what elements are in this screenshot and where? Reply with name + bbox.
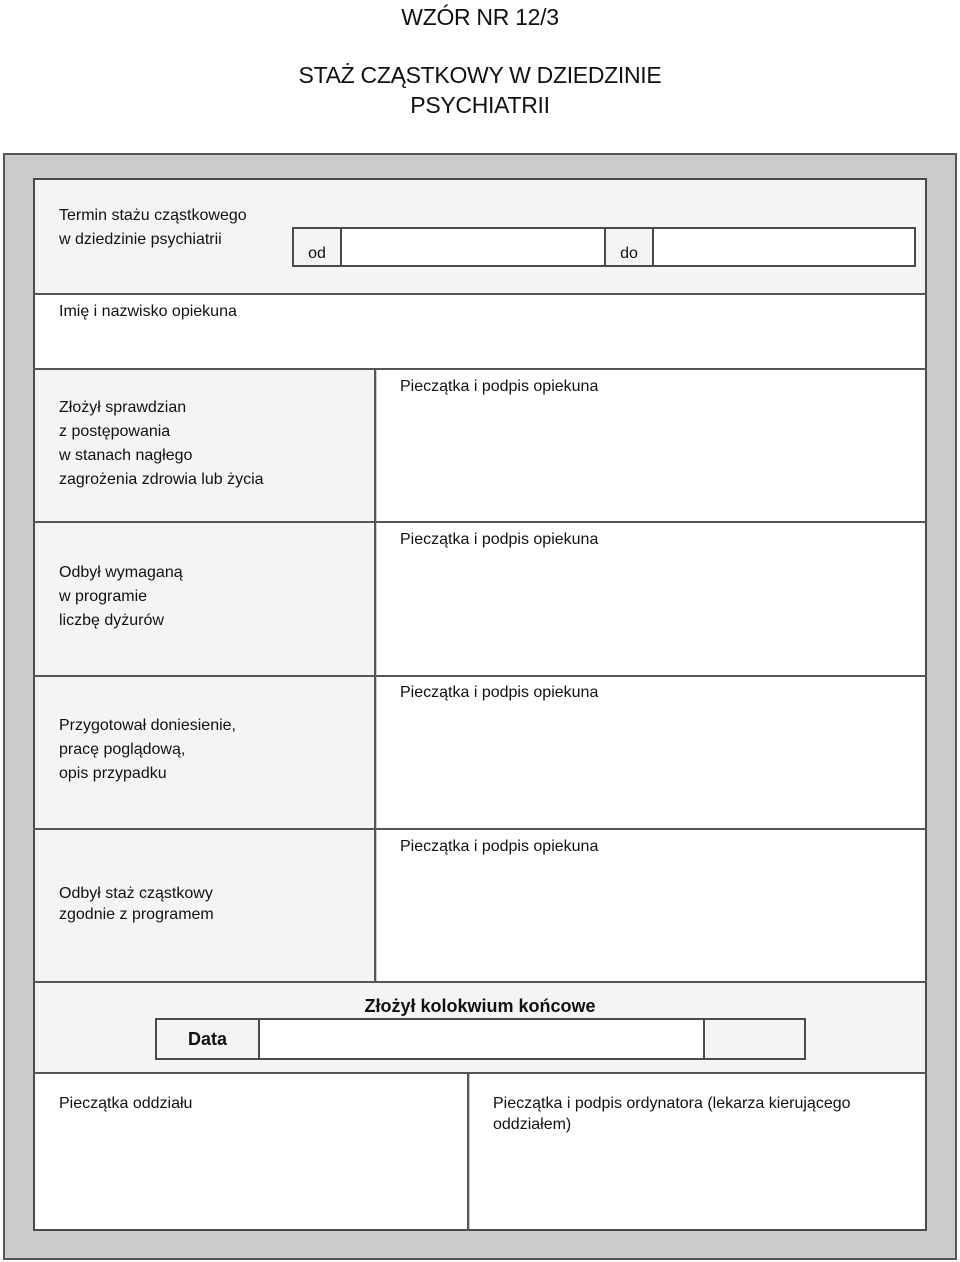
row-divider: [33, 368, 927, 370]
requirement-label: Odbył staż cząstkowy zgodnie z programem: [59, 885, 214, 923]
row-divider: [33, 675, 927, 677]
to-label: do: [620, 245, 638, 262]
row-divider: [33, 981, 927, 983]
row-divider: [33, 828, 927, 830]
page-title-line-2: PSYCHIATRII: [410, 92, 550, 118]
final-exam-heading: Złożył kolokwium końcowe: [364, 996, 596, 1016]
requirement-label: Złożył sprawdzian z postępowania w stanach nagłego zagrożenia zdrowia lub życia: [59, 399, 264, 488]
page-title-line-1: STAŻ CZĄSTKOWY W DZIEDZINIE: [298, 62, 662, 88]
supervisor-label: Imię i nazwisko opiekuna: [59, 303, 237, 320]
head-stamp-label: Pieczątka i podpis ordynatora (lekarza kierującego oddziałem): [493, 1095, 851, 1133]
date-label: Data: [187, 1029, 227, 1049]
requirement-stamp-label: Pieczątka i podpis opiekuna: [400, 531, 599, 548]
column-divider: [374, 368, 376, 983]
column-divider: [467, 1072, 469, 1231]
requirement-stamp-label: Pieczątka i podpis opiekuna: [400, 838, 599, 855]
requirement-label: Przygotował doniesienie, pracę poglądową, opis przypadku: [59, 717, 236, 782]
term-label: Termin stażu cząstkowego w dziedzinie psychiatrii: [59, 207, 247, 248]
form-number: WZÓR NR 12/3: [401, 4, 559, 30]
row-divider: [33, 521, 927, 523]
requirement-stamp-label: Pieczątka i podpis opiekuna: [400, 684, 599, 701]
page-title: [0, 60, 960, 120]
requirement-label: Odbył wymaganą w programie liczbę dyżurów: [59, 564, 183, 629]
department-stamp-label: Pieczątka oddziału: [59, 1095, 193, 1112]
row-divider: [33, 1072, 927, 1074]
row-divider: [33, 293, 927, 295]
from-label: od: [308, 245, 326, 262]
requirement-stamp-label: Pieczątka i podpis opiekuna: [400, 378, 599, 395]
